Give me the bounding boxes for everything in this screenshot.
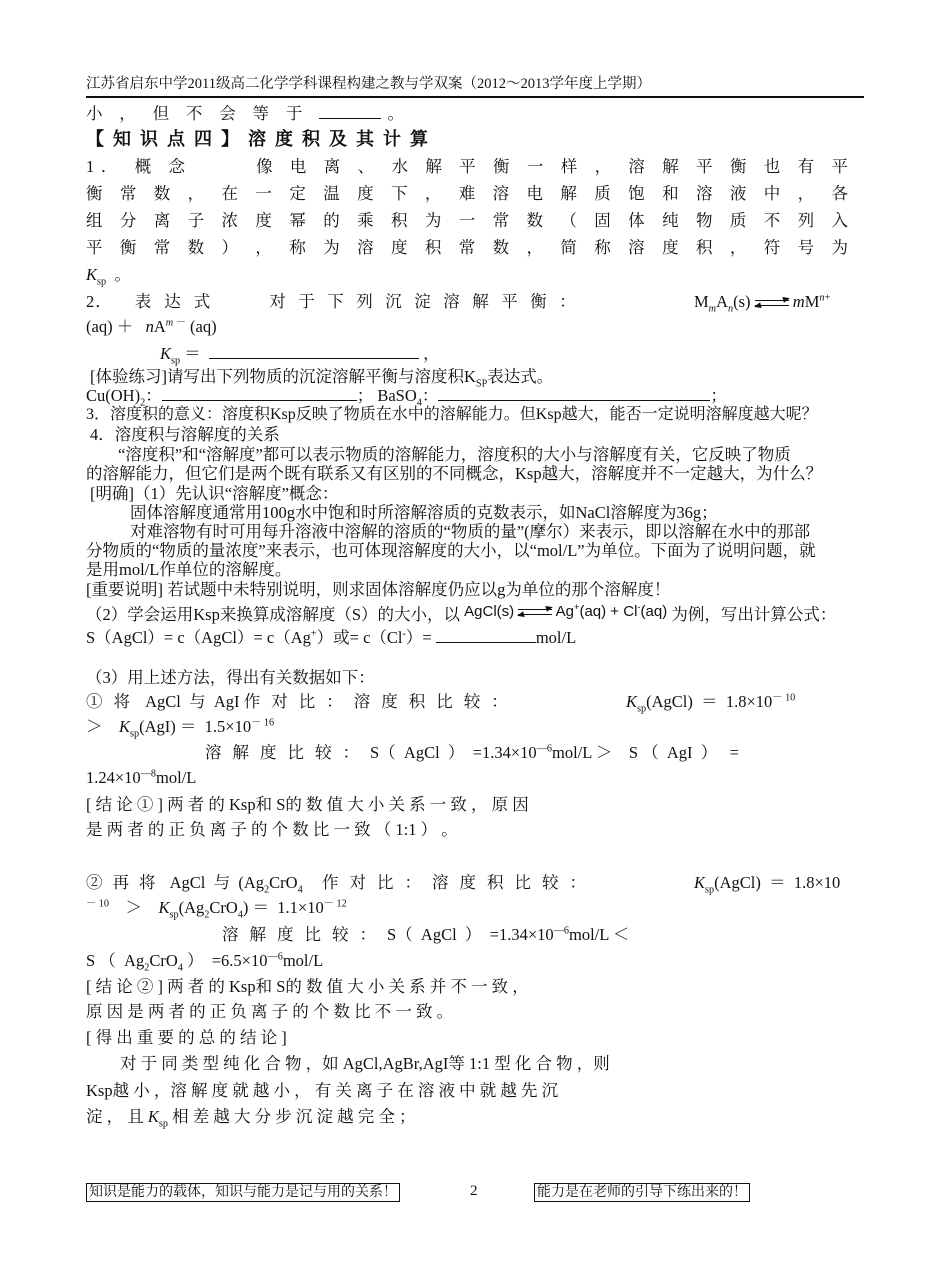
footer-left-box: 知识是能力的载体，知识与能力是记与用的关系！ — [86, 1183, 400, 1202]
equilibrium-arrow-icon — [755, 297, 789, 309]
equilibrium-formula: $M_mA_n(s)$ $mM^{n+}$ — [694, 292, 831, 315]
expression-line-1: 2． 表达式 对于下列沉淀溶解平衡： $M_mA_n(s)$ $mM^{n+}$ — [86, 292, 831, 315]
concept-line-4: 平 衡 常 数 ） ， 称 为 溶 度 积 常 数 ， 简 称 溶 度 积 ， 符 号 为 — [86, 238, 848, 257]
relation-title: 4．溶度积与溶解度的关系 — [90, 425, 280, 444]
cu-oh2: Cu(OH) — [86, 386, 141, 405]
page-number: 2 — [470, 1183, 478, 1199]
practice-end: ； — [710, 386, 727, 405]
important-note: [重要说明] 若试题中未特别说明，则求固体溶解度仍应以g为单位的那个溶解度！ — [86, 580, 671, 599]
ba-colon: ： — [421, 386, 439, 405]
relation-para-1a: “溶度积”和“溶解度”都可以表示物质的溶解能力，溶度积的大小与溶解度有关，它反映了物质 — [118, 445, 791, 464]
formula-sup2: - — [402, 628, 406, 640]
clarify-title: [明确]（1）先认识“溶解度”概念： — [90, 484, 339, 503]
ksp-symbol: K — [86, 265, 98, 284]
ba-sub: 4 — [416, 397, 422, 409]
formula-a: S（AgCl）= c（AgCl）= c（Ag — [86, 628, 311, 647]
meaning-line: 3．溶度积的意义：溶度积Ksp反映了物质在水中的溶解能力。但Ksp越大，能否一定说明溶解度越大呢？ — [86, 406, 818, 423]
concept-end: 。 — [114, 265, 131, 284]
intro-end: 。 — [381, 104, 405, 123]
cmp2-conclusion-1: [ 结 论 ② ] 两 者 的 Ksp和 S的 数 值 大 小 关 系 并 不 一 致 ， — [86, 977, 529, 996]
ag-aq: (aq) + Cl — [579, 603, 638, 620]
summary-k: K — [147, 1107, 159, 1126]
concept-line-5 — [86, 265, 131, 288]
cmp1-line-2: ＞ $K_{sp}(AgI) = 1.5\times 10^{- 16}$ — [86, 717, 275, 740]
part2-line — [86, 602, 837, 626]
practice-answers — [86, 386, 727, 409]
summary-line-3 — [86, 1107, 416, 1130]
concept-line-3: 组 分 离 子 浓 度 幂 的 乘 积 为 一 常 数 （ 固 体 纯 物 质 不 列 入 — [86, 211, 848, 230]
summary-ksub: sp — [158, 1118, 168, 1130]
practice-title-sub: SP — [475, 378, 488, 390]
cu-blank[interactable] — [162, 400, 357, 401]
summary-title: [ 得 出 重 要 的 总 的 结 论 ] — [86, 1028, 287, 1047]
ksp-label: K — [160, 344, 172, 363]
formula-mid: ）或= c（Cl — [316, 628, 403, 647]
summary-l3b: 相 差 越 大 分 步 沉 淀 越 完 全 ； — [172, 1107, 416, 1126]
practice-title-text: [体验练习]请写出下列物质的沉淀溶解平衡与溶度积K — [90, 367, 476, 386]
practice-title — [90, 367, 554, 390]
cmp1-conclusion-1: [ 结 论 ① ] 两 者 的 Ksp和 S的 数 值 大 小 关 系 一 致 ， 原 因 — [86, 795, 529, 814]
cmp2-line-2: $^{- 10}$ ＞ $K_{sp}(Ag_2CrO_4) = 1.1\times 10^{- 12}$ — [86, 898, 347, 921]
page-header: 江苏省启东中学2011级高二化学学科课程构建之教与学双案（2012～2013学年度上学期） — [86, 72, 864, 98]
cmp2-line-3: 溶解度比较：S（ AgCl ） $=1.34\times 10^{—6}mol/L$ ＜ — [222, 925, 630, 944]
formula-unit: mol/L — [535, 628, 577, 647]
ag-ion: Ag — [555, 603, 575, 620]
clarify-para-2a: 对难溶物有时可用每升溶液中溶解的溶质的“物质的量”(摩尔）来表示，即以溶解在水中的那部 — [130, 522, 811, 541]
cmp2-line-4: S （ $Ag_2CrO_4$ ） $=6.5\times 10^{—6}mol/L$ — [86, 951, 324, 974]
cl-charge: - — [637, 602, 641, 612]
footer-right-box: 能力是在老师的引导下练出来的！ — [534, 1183, 750, 1202]
ksp-equals: ＝ — [184, 344, 201, 363]
intro-text: 小 ， 但 不 会 等 于 — [86, 104, 309, 123]
clarify-para-1: 固体溶解度通常用100g水中饱和时所溶解溶质的克数表示，如NaCl溶解度为36g； — [130, 503, 718, 522]
cu-colon: ： — [145, 386, 162, 405]
ag-charge: + — [574, 602, 580, 612]
ksp-sub: sp — [97, 276, 107, 288]
practice-sep: ； — [356, 386, 374, 405]
ksp-end: ， — [423, 344, 440, 363]
agcl-equilibrium — [464, 602, 667, 622]
ksp-label-sub: sp — [171, 355, 181, 367]
cmp2-line-1: ②再将 AgCl 与 ($Ag_2CrO_4$ 作对比：溶度积比较： $K_{sp}(AgCl) = 1.8\times 10$ — [86, 873, 841, 896]
formula-blank[interactable] — [436, 642, 536, 643]
clarify-para-2c: 是用mol/L作单位的溶解度。 — [86, 560, 292, 579]
section-title: 【知识点四】溶度积及其计算 — [86, 129, 437, 149]
baso4: BaSO — [377, 386, 417, 405]
summary-line-1: 对 于 同 类 型 纯 化 合 物 ，如 AgCl,AgBr,AgI等 1:1 型 化 合 物 ，则 — [120, 1054, 610, 1073]
formula-end: ）= — [405, 628, 432, 647]
ksp-expression-line — [160, 344, 440, 367]
concept-line-1: 1． 概 念 像 电 离 、 水 解 平 衡 一 样 ， 溶 解 平 衡 也 有 平 — [86, 157, 848, 176]
summary-line-2: Ksp越 小 ，溶 解 度 就 越 小 ， 有 关 离 子 在 溶 液 中 就 越 先 沉 — [86, 1081, 559, 1100]
part2-text-a: （2）学会运用Ksp来换算成溶解度（S）的大小，以 — [86, 605, 461, 624]
clarify-para-2b: 分物质的“物质的量浓度”来表示，也可体现溶解度的大小，以“mol/L”为单位。下面为了说明问题，就 — [86, 541, 816, 560]
part2-formula — [86, 628, 576, 648]
summary-l3a: 淀 ， 且 — [86, 1107, 144, 1126]
relation-para-1b: 的溶解能力，但它们是两个既有联系又有区别的不同概念，Ksp越大，溶解度并不一定越大，为什么？ — [86, 464, 823, 483]
cu-sub: 2 — [140, 397, 146, 409]
cmp1-line-3: 溶解度比较：S（ AgCl ） $=1.34\times 10^{—6}mol/L$ ＞ S （ AgI ） = — [205, 743, 739, 762]
formula-sup1: + — [310, 628, 317, 640]
part3-title: （3）用上述方法，得出有关数据如下： — [86, 668, 375, 687]
cmp1-conclusion-2: 是 两 者 的 正 负 离 子 的 个 数 比 一 致 （ 1:1 ） 。 — [86, 820, 458, 839]
ba-blank[interactable] — [438, 400, 710, 401]
agcl-solid: AgCl(s) — [464, 603, 515, 620]
expression-line-2: $(aq) + nA^{m -}$ (aq) — [86, 317, 217, 336]
practice-title-end: 表达式。 — [487, 367, 554, 386]
part2-text-b: 为例，写出计算公式： — [671, 605, 837, 624]
intro-line — [86, 104, 404, 124]
concept-line-2: 衡 常 数 ， 在 一 定 温 度 下 ， 难 溶 电 解 质 饱 和 溶 液 中 ， 各 — [86, 184, 848, 203]
cmp2-conclusion-2: 原 因 是 两 者 的 正 负 离 子 的 个 数 比 不 一 致 。 — [86, 1002, 454, 1021]
cmp1-line-4: $1.24\times 10^{—8}mol/L$ — [86, 768, 197, 787]
equilibrium-arrow-icon — [518, 606, 552, 618]
cl-aq: (aq) — [640, 603, 668, 620]
ksp-blank — [209, 358, 419, 359]
cmp1-line-1: ①将 AgCl 与 AgI 作对比：溶度积比较： $K_{sp}(AgCl) = 1.8\times 10^{- 10}$ — [86, 692, 796, 715]
intro-blank — [319, 118, 381, 119]
